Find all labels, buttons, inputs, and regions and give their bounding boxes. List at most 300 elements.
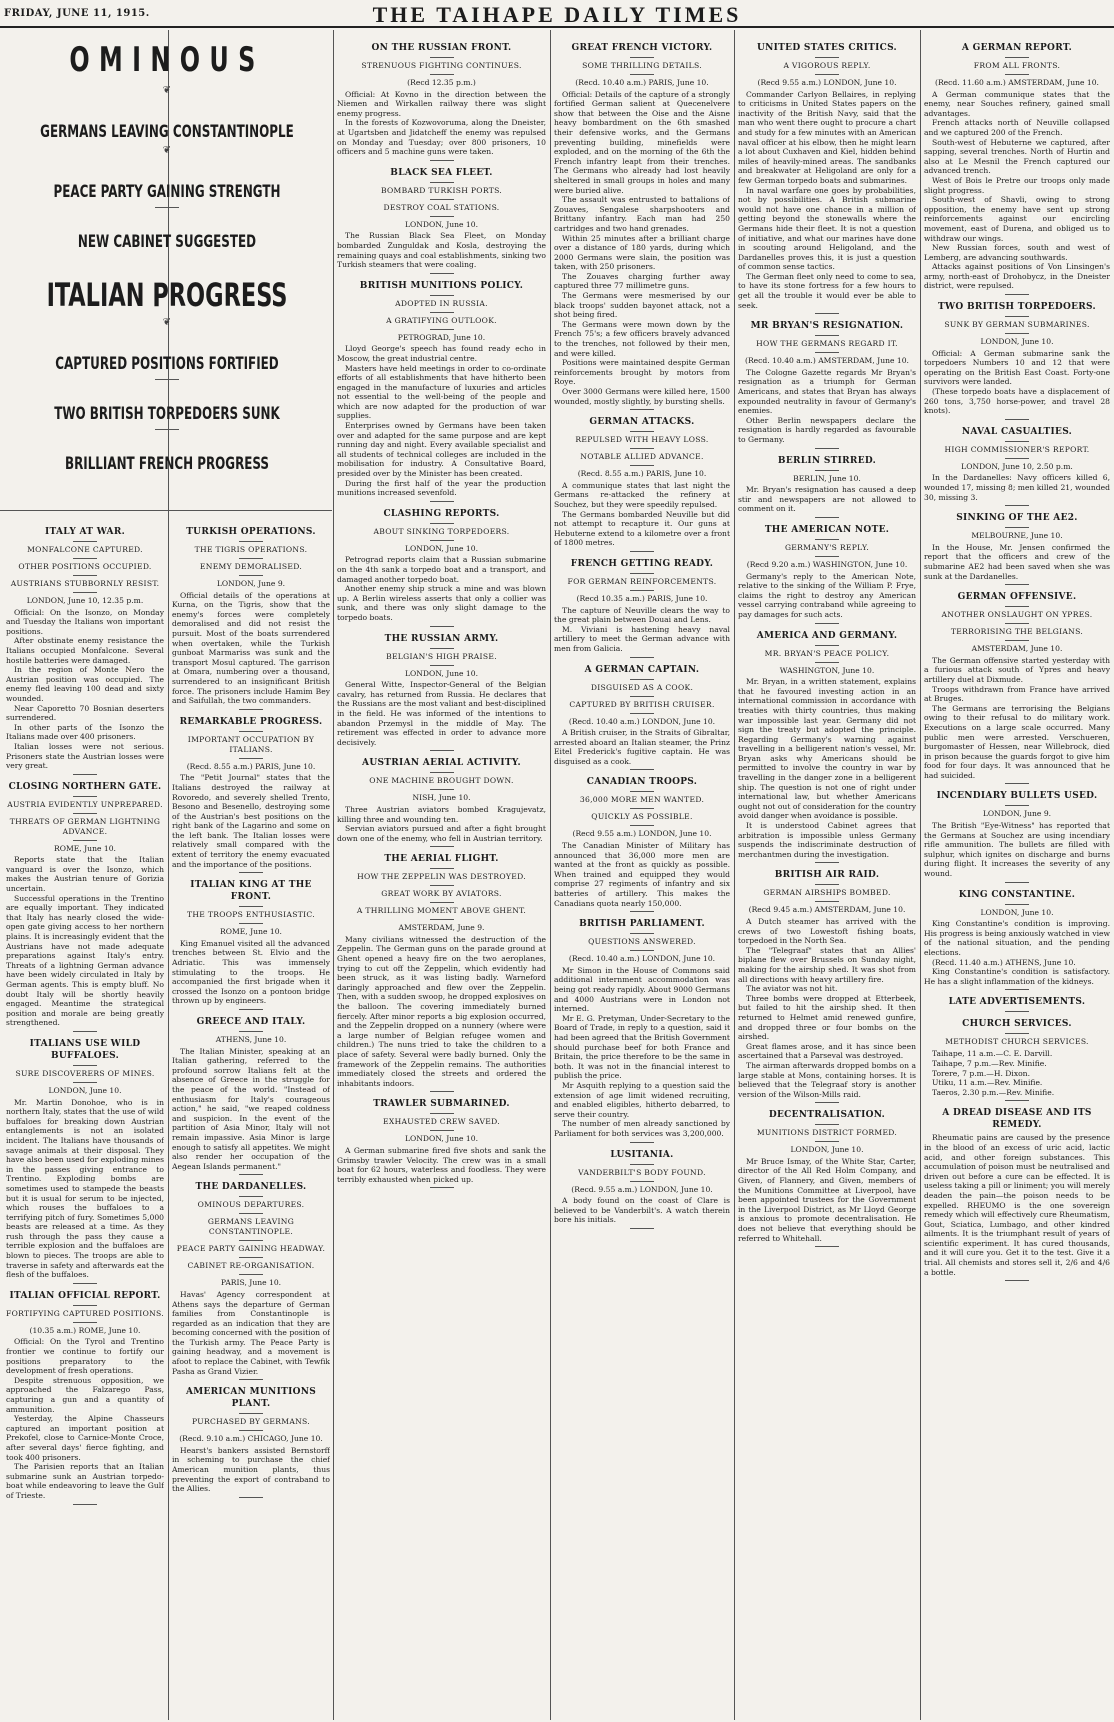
article-paragraph: Three Austrian aviators bombed Kragujevatz, killing three and wounding ten. [337,804,546,824]
article-paragraph: A communique states that last night the Germans re-attacked the refinery at Souchez, but they were speedily repulsed. [554,480,730,509]
article-subheading: HIGH COMMISSIONER'S REPORT. [944,444,1090,454]
issue-date: FRIDAY, JUNE 11, 1915. [4,8,150,19]
dash [1005,904,1029,905]
dash [239,1274,263,1275]
article-subheading: QUICKLY AS POSSIBLE. [591,812,693,822]
article-paragraph: Attacks against positions of Von Linsingen's army, north-east of Drohobycz, in the Dneister district, were repulsed. [924,262,1110,291]
dash [430,1113,454,1114]
article-paragraph: Mr. Bryan, in a written statement, explains that he favoured investing action in an international commission in accordance with treaties with thirty countries, thus making war impossible last year. Germany did not sign the treaty but adopted the principle. Regarding Germany's warning against travelling in a belligerent nation's vessel, Mr. Bryan asks why Americans should be permitted to involve the country in war by travelling in the danger zone in a belligerent ship. The question is not one of right under international law, but whether Americans ought not out of consideration for the country avoid danger when avoidance is possible. [738,677,916,821]
article-headline: LUSITANIA. [610,1149,674,1160]
article-subheading: A THRILLING MOMENT ABOVE GHENT. [356,906,527,916]
article [924,1018,1110,1101]
dash [239,758,263,759]
article-paragraph: Havas' Agency correspondent at Athens says the departure of German families from Constantinople is regarded as an indication that they are becoming concerned with the position of the Turkish army. The Peace Party is gaining headway, and a movement is afoot to replace the Cabinet, with Tewfik Pasha as Grand Vizier. [172,1289,330,1376]
article-paragraph: (Recd. 11.40 a.m.) ATHENS, June 10. [932,957,1076,967]
dash [155,429,179,430]
article-headline: ITALIAN KING AT THE FRONT. [190,880,312,903]
article-paragraph: King Constantine's condition is improving. His progress is being anxiously watched in view of the national situation, and the pending elections. [924,919,1110,957]
article-subheading: ONE MACHINE BROUGHT DOWN. [369,776,514,786]
article-paragraph: The Russian Black Sea Fleet, on Monday bombarded Zunguldak and Kosla, destroying the remaining quays and coal establishments, sinking two Turkish steamers that were coaling. [337,231,546,270]
dateline: (Recd. 10.40 a.m.) PARIS, June 10. [575,78,709,87]
dateline: LONDON, June 10. [790,1145,864,1155]
banner-headline: ITALIAN PROGRESS [46,276,288,314]
article [337,508,546,627]
dash [815,352,839,353]
article-paragraph: Troops withdrawn from France have arrived at Bruges. [924,684,1110,704]
dash [430,648,454,649]
article-paragraph: Mr Simon in the House of Commons said additional internment accommodation was being got ready rapidly. About 9000 Germans and 4000 Austrians were in London not interned. [554,965,730,1014]
dateline: LONDON, June 10, 2.50 p.m. [961,461,1073,471]
dateline: (Recd. 10.40 a.m.) AMSTERDAM, June 10. [745,356,909,366]
article-paragraph: Enterprises owned by Germans have been taken over and adapted for the same purpose and are kept running day and night. Every available specialist and all students of technical colleges are included in the mobilisation for industry. A Consultative Board, presided over by the Minister has been created. [337,421,546,479]
article-paragraph: Other Berlin newspapers declare the resignation is hardly regarded as favourable to Germany. [738,415,916,444]
article-headline: GERMAN OFFENSIVE. [957,592,1077,603]
dateline: LONDON, June 9. [216,579,286,588]
dash [73,1082,97,1083]
dateline: LONDON, June 10. [404,219,479,229]
dash [1005,606,1029,607]
article-headline: TRAWLER SUBMARINED. [373,1099,510,1110]
article-subheading: PEACE PARTY GAINING HEADWAY. [176,1244,326,1254]
article-paragraph: Rheumatic pains are caused by the presence in the blood of an excess of uric acid, lactic acid, and other foreign substances. This accumulation of poison must be neutralised and driven out before a cure can be effected. It is useless taking a pill or liniment; you will merely deaden the pain—the poison needs to be expelled. RHEUMO is the one sovereign remedy which will effectively cure Rheumatism, Gout, Sciatica, Lumbago, and other kindred ailments. It is the triumphant result of years of scientific experiment. It has cured thousands, and it will cure you. Get it to the test. Give it a trial. All chemists and stores sell it, 2/6 and 4/6 a bottle. [924,1133,1110,1277]
dash [73,1065,97,1066]
dateline: BERLIN, June 10. [793,473,861,483]
banner-headline: NEW CABINET SUGGESTED [77,232,257,252]
dash [155,207,179,208]
article-end-rule [815,517,839,518]
article-paragraph: Taihape, 7 p.m.—Rev. Minifie. [932,1058,1047,1068]
article-subheading: PURCHASED BY GERMANS. [191,1417,310,1427]
article-headline: BRITISH MUNITIONS POLICY. [359,280,524,291]
article-end-rule [815,448,839,449]
article-subheading: QUESTIONS ANSWERED. [588,937,696,947]
article [738,869,916,1103]
dash [430,329,454,330]
article-subheading: FOR GERMAN REINFORCEMENTS. [567,576,717,586]
article-subheading: DESTROY COAL STATIONS. [383,202,500,212]
article-paragraph: Taeros, 2.30 p.m.—Rev. Minifie. [932,1087,1055,1097]
article-paragraph: During the first half of the year the production munitions increased sevenfold. [337,478,546,498]
article-end-rule [815,1246,839,1247]
dateline: AMSTERDAM, June 9. [398,923,485,933]
banner-headline: CAPTURED POSITIONS FORTIFIED [55,354,279,374]
article-end-rule [239,1497,263,1498]
article [337,853,546,1092]
dash [430,182,454,183]
article-paragraph: A British cruiser, in the Straits of Gibraltar, arrested aboard an Italian steamer, the Prinz Eitel Frederick's fugitive captain. He was disguised as a cook. [554,728,730,766]
dash [630,1181,654,1182]
article-headline: ITALIAN OFFICIAL REPORT. [9,1290,161,1301]
article [924,42,1110,295]
article-paragraph: Within 25 minutes after a brilliant charge over a distance of 180 yards, during which 2000 Germans were slain, the position was taken, with 250 prisoners. [554,233,730,272]
article-end-rule [430,846,454,847]
dateline: LONDON, June 10. [404,1134,479,1144]
dash [239,558,263,559]
dash [630,590,654,591]
dateline: AMSTERDAM, June 10. [971,644,1063,654]
dateline: ROME, June 10. [54,843,116,853]
article-end-rule [1005,989,1029,990]
dash [430,74,454,75]
article-paragraph: Mr Bruce Ismay, of the White Star, Carter, director of the All Red Holm Company, and Given, of Flannery, and Given, members of the Munitions Committee at Liverpool, have been appointed trustees for the Government in the Liverpool District, as Mr Lloyd George is anxious to promote decentralisation. He does not believe that everything should be referred to Whitehall. [738,1156,916,1243]
article [924,889,1110,991]
dateline: (Recd 9.45 a.m.) AMSTERDAM, June 10. [748,905,906,915]
article-paragraph: The Canadian Minister of Military has announced that 36,000 more men are wanted at the front as quickly as possible. When trained and equipped they would comprise 27 regiments of infantry and six batteries of artillery. This makes the Canadians quota nearly 150,000. [554,841,730,908]
dash [630,791,654,792]
article-paragraph: Near Caporetto 70 Bosnian deserters surrendered. [6,703,164,723]
article-paragraph: The airman afterwards dropped bombs on a large stable at Mons, containing horses. It is believed that the Telegraaf story is another version of the Wilson-Mills raid. [738,1060,916,1099]
article-paragraph: Mr E. G. Pretyman, Under-Secretary to the Board of Trade, in reply to a question, said it had been agreed that the British Government should purchase beef for both France and Britain, the price therefore to be the same in both. It was not in the financial interest to publish the price. [554,1013,730,1081]
article-paragraph: Positions were maintained despite German reinforcements brought by motors from Roye. [554,358,730,387]
article-end-rule [815,623,839,624]
article-paragraph: Mr. Bryan's resignation has caused a deep stir and newspapers are not allowed to comment on it. [738,485,916,514]
dash [815,470,839,471]
article-paragraph: Germany's reply to the American Note, relative to the sinking of the William P. Frye, claims the right to destroy any American vessel carrying contraband while agreeing to pay damages for such acts. [738,571,916,619]
dash [630,713,654,714]
article-subheading: METHODIST CHURCH SERVICES. [945,1037,1089,1047]
dash [430,57,454,58]
article-end-rule [1005,419,1029,420]
dateline: PETROGRAD, June 10. [397,332,486,342]
dateline: (Recd. 8.55 a.m.) PARIS, June 10. [186,761,316,771]
article-subheading: THREATS OF GERMAN LIGHTNING ADVANCE. [9,816,161,836]
column-6 [924,36,1110,1720]
dash [73,840,97,841]
dash [1005,333,1029,334]
article-subheading: AUSTRIA EVIDENTLY UNPREPARED. [7,799,163,809]
article-end-rule [1005,1280,1029,1281]
article-subheading: THE TROOPS ENTHUSIASTIC. [187,910,315,920]
article-end-rule [1005,882,1029,883]
article-end-rule [239,1174,263,1175]
dateline: (Recd. 9.10 a.m.) CHICAGO, June 10. [179,1434,323,1444]
dash [430,919,454,920]
article-paragraph: The British "Eye-Witness" has reported that the Germans at Souchez are using incendiary rifle ammunition. The bullets are filled with sulphur, which ignites on discharge and burns during flight. It increases the severity of any wound. [924,821,1110,879]
dash [1005,57,1029,58]
dateline: (Recd 12.35 p.m.) [407,78,476,87]
dash [239,1257,263,1258]
dateline: MELBOURNE, June 10. [971,531,1063,541]
article-paragraph: The Germans are terrorising the Belgians owing to their refusal to do military work. Executions on a large scale occurred. Many public men were arrested. Verschueren, burgomaster of Hessen, near Willebrock, died in prison because the guards forgot to give him food for four days. It was announced that he had suicided. [924,703,1110,780]
dash [430,885,454,886]
article-subheading: STRENUOUS FIGHTING CONTINUES. [361,61,522,70]
article-paragraph: The Parisien reports that an Italian submarine sunk an Austrian torpedo-boat while endeavoring to leave the Gulf of Trieste. [6,1462,164,1500]
ornament: ❦ [162,145,172,156]
article-headline: A GERMAN REPORT. [961,43,1073,53]
article-paragraph: Official: Details of the capture of a strongly fortified German salient at Quecenelvere show that between the Oise and the Aisne heavy bombardment on the 6th smashed their defensive works, and the Germans preventing building, minefields were exploded, and on the morning of the 6th the French infantry leapt from their trenches. The Germans who already had lost heavily sheltered in small groups in holes and many were buried alive. [554,89,730,195]
article-paragraph: Masters have held meetings in order to co-ordinate efforts of all establishments that have hitherto been engaged in the manufacture of luxuries and articles not essential to the well-being of the people and which are now adapted for the production of war supplies. [337,363,546,421]
dash [239,1196,263,1197]
masthead [0,0,1114,28]
column-2 [172,520,330,1716]
dash [815,556,839,557]
dateline: LONDON, June 10. [404,668,479,678]
article-headline: AUSTRIAN AERIAL ACTIVITY. [362,758,521,769]
article-paragraph: The number of men already sanctioned by Parliament for both services was 3,200,000. [554,1119,730,1138]
column-1 [6,520,164,1716]
dateline: LONDON, June 10. [48,1085,122,1095]
article-paragraph: Mr. Martin Donohoe, who is in northern Italy, states that the use of wild buffaloes for breaking down Austrian entanglements is not an isolated incident. The Italians have thousands of savage animals at their disposal. They have also been used for exploding mines in the passes giving entrance to Trentino. Exploding bombs are sometimes used to stampede the beasts but it is usual for serum to be injected, which rouses the buffaloes to a terrifying pitch of fury. Sometimes 5,000 beasts are released at a time. As they rush through the pass they cause a terrible explosion and the buffaloes are blown to pieces. The troops are able to traverse in safety and afterwards eat the flesh of the buffaloes. [6,1097,164,1280]
article-paragraph: South-west of Shavli, owing to strong opposition, the enemy have sent up strong reinforcements against our encircling movement, east of Durena, and obliged us to withdraw our wings. [924,195,1110,243]
article-subheading: CAPTURED BY BRITISH CRUISER. [569,699,715,709]
article [6,1290,164,1505]
article-paragraph: Official: On the Isonzo, on Monday and Tuesday the Italians won important positions. [6,607,164,636]
article [6,1038,164,1284]
dash [1005,441,1029,442]
dash [815,662,839,663]
article [924,591,1110,784]
article [738,524,916,624]
dateline: LONDON, June 10, 12.35 p.m. [26,596,144,605]
dash [73,813,97,814]
article-paragraph: In the Dardanelles: Navy officers killed 6, wounded 17, missing 8; men killed 21, wounded 30, missing 3. [924,473,1110,502]
article-paragraph: A German submarine fired five shots and sank the Grimsby trawler Velocity. The crew was in a small boat for 62 hours, waterless and foodless. They were terribly exhausted when picked up. [337,1145,546,1184]
article-paragraph: The Italian Minister, speaking at an Italian gathering, referred to the profound sorrow Italians felt at the absence of Greece in the struggle for the peace of the world. "Instead of enthusiasm for Italy's courageous action," he said, "we reaped coldness and suspicion. In the event of the partition of Asia Minor, Italy will not remain impassive. Asia Minor is large enough to satisfy all appetites. We might also render her occupation of the Aegean Islands permanent." [172,1046,330,1171]
article-paragraph: Official: On the Tyrol and Trentino frontier we continue to fortify our positions preparatory to the development of fresh operations. [6,1337,164,1376]
newspaper-title: THE TAIHAPE DAILY TIMES [372,2,742,27]
article [172,1386,330,1498]
article-end-rule [73,774,97,775]
dash [430,1130,454,1131]
article [554,664,730,771]
dateline: (Recd 9.20 a.m.) WASHINGTON, June 10. [746,559,908,569]
dash [73,592,97,593]
article-end-rule [1005,294,1029,295]
article-paragraph: New Russian forces, south and west of Lemberg, are advancing southwards. [924,243,1110,262]
article-headline: REMARKABLE PROGRESS. [179,716,323,727]
article [554,1149,730,1229]
dash [239,575,263,576]
article-headline: SINKING OF THE AE2. [956,513,1078,524]
article-headline: BRITISH AIR RAID. [774,870,880,881]
article-end-rule [1005,584,1029,585]
dash [430,216,454,217]
dash [239,1213,263,1214]
article-end-rule [73,1031,97,1032]
article-end-rule [1005,1011,1029,1012]
dash [73,1305,97,1306]
article-subheading: ENEMY DEMORALISED. [199,562,303,571]
article-paragraph: The Germans were mown down by the French 75's; a few officers bravely advanced to the trenches, not followed by their men, and were killed. [554,319,730,358]
article [924,1107,1110,1281]
article-paragraph: Reports state that the Italian vanguard is over the Isonzo, which makes the Austrian tenure of Gorizia uncertain. [6,855,164,894]
banner-headline: TWO BRITISH TORPEDOERS SUNK [54,404,280,424]
dateline: (Recd. 10.40 a.m.) LONDON, June 10. [568,716,716,726]
dash [73,1322,97,1323]
article-end-rule [239,872,263,873]
article-end-rule [239,1379,263,1380]
article-paragraph: The Zouaves charging further away captured three 77 millimetre guns. [554,271,730,291]
article-headline: GREAT FRENCH VICTORY. [571,43,713,53]
article [738,320,916,448]
article-paragraph: Petrograd reports claim that a Russian submarine on the 4th sank a torpedo boat and a transport, and damaged another torpedo boat. [337,555,546,584]
article-paragraph: (These torpedo boats have a displacement of 260 tons, 3,750 horse-power, and travel 28 knots). [924,387,1110,416]
dash [630,74,654,75]
article [6,781,164,1032]
article-headline: KING CONSTANTINE. [958,889,1076,900]
article [172,1181,330,1380]
article-headline: A DREAD DISEASE AND ITS REMEDY. [942,1108,1092,1131]
article [554,918,730,1142]
dateline: (Recd 9.55 a.m.) LONDON, June 10. [572,829,712,839]
article-headline: GREECE AND ITALY. [196,1017,306,1027]
dash [630,573,654,574]
article [172,879,330,1010]
article-subheading: IMPORTANT OCCUPATION BY ITALIANS. [187,734,315,754]
article-headline: THE RUSSIAN ARMY. [384,633,499,644]
dateline: LONDON, June 10. [980,337,1054,347]
article-headline: TWO BRITISH TORPEDOERS. [938,302,1096,313]
dash [73,541,97,542]
article-subheading: ANOTHER ONSLAUGHT ON YPRES. [941,610,1093,620]
article-paragraph: It is understood Cabinet agrees that arbitration is impossible unless Germany suspends the indiscriminate destruction of merchantmen during the investigation. [738,821,916,859]
article-end-rule [430,501,454,502]
article-end-rule [1005,783,1029,784]
article [924,301,1110,420]
dateline: PARIS, June 10. [220,1278,282,1288]
dash [239,1430,263,1431]
article-subheading: REPULSED WITH HEAVY LOSS. [575,435,709,445]
article-paragraph: In the forests of Kozwovoruma, along the Dneister, at Ugartsben and Jidatcheff the enemy was repulsed on Monday and Tuesday; over 800 prisoners, 10 officers and 5 machine guns were taken. [337,118,546,157]
dash [815,74,839,75]
dash [239,1240,263,1241]
article-end-rule [630,551,654,552]
article-subheading: BOMBARD TURKISH PORTS. [380,185,503,195]
column-5 [738,36,916,1720]
article-paragraph: Official: A German submarine sank the torpedoers Numbers 10 and 12 that were operating on the British East Coast. Forty-one survivors were landed. [924,348,1110,387]
article-paragraph: South-west of Hebuterne we captured, after sapping, several trenches. North of Hurtin and also at Le Mesnil the French captured our advanced trench. [924,137,1110,176]
article-headline: TURKISH OPERATIONS. [186,527,316,537]
article-subheading: BELGIAN'S HIGH PRAISE. [386,651,497,661]
article-end-rule [630,769,654,770]
banner-divider [0,510,332,511]
article-subheading: GERMAN AIRSHIPS BOMBED. [763,888,891,898]
article-headline: BRITISH PARLIAMENT. [579,919,705,930]
article-paragraph: Utiku, 11 a.m.—Rev. Minifie. [932,1078,1043,1088]
column-rule [920,30,921,1720]
article-headline: DECENTRALISATION. [768,1110,886,1121]
column-4 [554,36,730,1720]
article-headline: GERMAN ATTACKS. [589,417,695,428]
article [337,42,546,161]
article-subheading: NOTABLE ALLIED ADVANCE. [580,452,704,462]
dash [430,868,454,869]
article-headline: INCENDIARY BULLETS USED. [936,791,1098,802]
article-paragraph: Mr Asquith replying to a question said the extension of age limit widened recruiting, and enabled eligibles, hitherto debarred, to serve their country. [554,1080,730,1119]
article-paragraph: A Dutch steamer has arrived with the crews of two Lowestoft fishing boats, torpedoed in the North Sea. [738,917,916,946]
article-paragraph: Official: At Kovno in the direction between the Niemen and Wirkallen railway there was slight enemy progress. [337,89,546,118]
dash [815,1124,839,1125]
article-subheading: MUNITIONS DISTRICT FORMED. [756,1128,898,1138]
article-subheading: TERRORISING THE BELGIANS. [950,627,1084,637]
dateline: (Recd. 10.40 a.m.) LONDON, June 10. [568,954,716,964]
article-headline: ITALIANS USE WILD BUFFALOES. [29,1038,141,1061]
dash [1005,316,1029,317]
article [924,790,1110,882]
dash [239,906,263,907]
article-paragraph: The assault was entrusted to battalions of Zouaves, Sengalese sharpshooters and Brittany infantry. Each man had 250 cartridges and two hand grenades. [554,195,730,233]
article [554,776,730,912]
article-end-rule [630,911,654,912]
dash [430,312,454,313]
dateline: NISH, June 10. [412,793,471,803]
article-subheading: AUSTRIANS STUBBORNLY RESIST. [10,579,160,588]
ornament: ❦ [162,85,172,96]
article-end-rule [1005,505,1029,506]
article-subheading: FORTIFYING CAPTURED POSITIONS. [6,1308,164,1318]
article-paragraph: Official details of the operations at Kurna, on the Tigris, show that the enemy's forces were completely demoralised and did not resist the pursuit. Most of the boats surrendered when overtaken, while the Turkish gunboat Marmariss was sunk and the transport Mosul captured. The garrison at Omara, numbering over a thousand, surrendered to an insignificant British force. The prisoners include Hamim Bey and Saifullah, the two commanders. [172,590,330,706]
article-subheading: EXHAUSTED CREW SAVED. [383,1117,500,1127]
banner-headlines [4,36,330,506]
article-subheading: 36,000 MORE MEN WANTED. [579,795,705,805]
article-paragraph: Great flames arose, and it has since been ascertained that a Parseval was destroyed. [738,1041,916,1061]
article [337,167,546,274]
article-subheading: ABOUT SINKING TORPEDOERS. [373,526,510,536]
dateline: (Recd 10.35 a.m.) PARIS, June 10. [576,593,708,603]
article-headline: UNITED STATES CRITICS. [756,43,897,53]
dash [815,645,839,646]
article-end-rule [630,1228,654,1229]
dash [430,523,454,524]
article-paragraph: Hearst's bankers assisted Bernstorff in scheming to purchase the chief American munition plants, thus preventing the export of contraband to the Allies. [172,1445,330,1494]
dash [430,772,454,773]
dash [630,679,654,680]
article-end-rule [630,409,654,410]
article [337,633,546,752]
article-end-rule [430,750,454,751]
article-end-rule [815,1102,839,1103]
article-end-rule [73,1504,97,1505]
article-paragraph: Taihape, 11 a.m.—C. E. Darvill. [932,1049,1053,1059]
banner-headline: BRILLIANT FRENCH PROGRESS [64,454,269,474]
article [554,416,730,552]
article-paragraph: Italian losses were not serious. Prisoners state the Austrian losses were very great. [6,741,164,771]
article-paragraph: M. Viviani is hastening heavy naval artillery to meet the German advance with men from Galicia. [554,624,730,653]
dash [815,1141,839,1142]
dash [239,541,263,542]
article-headline: LATE ADVERTISEMENTS. [948,997,1086,1008]
article-end-rule [430,160,454,161]
article-paragraph: The German fleet only need to come to sea, to have its stone fortress for a few hours to get all the trouble it would ever be able to seek. [738,271,916,310]
article [172,1016,330,1175]
dash [1005,74,1029,75]
dateline: (Recd. 11.60 a.m.) AMSTERDAM, June 10. [935,78,1099,87]
article-headline: THE DARDANELLES. [195,1182,307,1193]
dash [430,789,454,790]
article-subheading: SURE DISCOVERERS OF MINES. [15,1068,155,1078]
dash [430,902,454,903]
article-headline: ITALY AT WAR. [44,527,126,537]
dash [430,540,454,541]
article-paragraph: West of Bois le Pretre our troops only made slight progress. [924,175,1110,195]
dash [630,825,654,826]
article-subheading: DISGUISED AS A COOK. [590,682,694,692]
article-headline: BERLIN STIRRED. [777,455,877,466]
article-end-rule [630,1142,654,1143]
article [172,716,330,874]
article [738,42,916,314]
article-subheading: OTHER POSITIONS OCCUPIED. [18,562,152,571]
article-paragraph: A body found on the coast of Clare is believed to be Vanderbilt's. A watch therein bore his initials. [554,1196,730,1225]
article-paragraph: Servian aviators pursued and after a fight brought down one of the enemy, who fell in Austrian territory. [337,824,546,843]
article-paragraph: The capture of Neuville clears the way to the great plain between Douai and Lens. [554,605,730,625]
dash [815,884,839,885]
article-subheading: GERMANS LEAVING CONSTANTINOPLE. [207,1217,295,1237]
dash [155,379,179,380]
article-subheading: ADOPTED IN RUSSIA. [395,298,488,308]
article-subheading: VANDERBILT'S BODY FOUND. [578,1167,706,1177]
banner-headline: GERMANS LEAVING CONSTANTINOPLE [40,122,294,142]
